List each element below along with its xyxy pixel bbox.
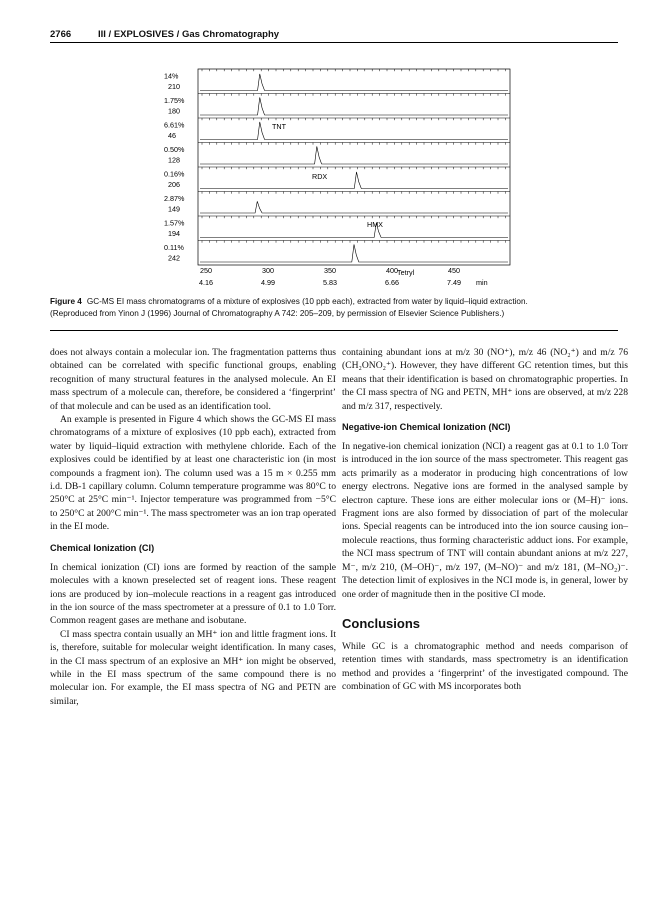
paragraph: containing abundant ions at m/z 30 (NO⁺), m/z 46 (NO₂⁺) and m/z 76 (CH₂ONO₂⁺). However, they have different GC retention times, but this means that their identification is based on chromatographic properties. In the CI mass spectra of NG and PETN, MH⁺ ions are observed, at m/z 228 and m/z 317, respectively. <box>342 347 628 412</box>
figure-caption <box>50 296 618 319</box>
scan-tick-label: 350 <box>324 266 336 275</box>
trace-mz-label: 210 <box>168 82 180 91</box>
trace-percent-label: 1.75% <box>164 96 185 105</box>
trace-line <box>200 244 508 262</box>
trace-line <box>200 146 508 164</box>
peak-label: TNT <box>272 122 286 131</box>
scan-tick-label: 250 <box>200 266 212 275</box>
time-tick-label: 7.49 <box>447 278 461 287</box>
scan-tick-label: 400 <box>386 266 398 275</box>
trace-mz-label: 206 <box>168 180 180 189</box>
running-header <box>50 29 618 43</box>
caption-rule <box>50 330 618 331</box>
trace-mz-label: 149 <box>168 204 180 214</box>
trace-percent-label: 6.61% <box>164 120 185 130</box>
trace-percent-label: 2.87% <box>164 194 185 203</box>
paragraph: While GC is a chromatographic method and needs comparison of retention times with standards, mass spectrometry is an identification method and provides a ‘fingerprint’ of the investigated compound. The combination of GC with MS incorporates both <box>342 640 628 693</box>
trace-line <box>200 201 508 213</box>
left-text-column <box>50 346 336 708</box>
trace-line <box>200 122 508 140</box>
right-text-column <box>342 346 628 694</box>
paragraph: does not always contain a molecular ion. The fragmentation patterns thus obtained can be correlated with specific functional groups, enabling recognition of many structural features in the analysed molecule. An EI mass spectrum of a molecule can, therefore, be considered a ‘fingerprint’ of that molecule and can be used as an identification tool. <box>50 347 336 412</box>
caption-line-1: GC-MS EI mass chromatograms of a mixture of explosives (10 ppb each), extracted from water by liquid–liquid extraction. <box>86 297 528 306</box>
time-unit-label: min <box>476 278 488 287</box>
peak-label: HMX <box>367 220 383 229</box>
trace-line <box>200 74 508 91</box>
trace-percent-label: 1.57% <box>164 218 185 228</box>
figure-4-chromatograms <box>160 64 520 296</box>
trace-mz-label: 242 <box>168 253 180 263</box>
trace-percent-label: 0.16% <box>164 169 185 179</box>
header-rule <box>50 42 618 43</box>
time-tick-label: 4.99 <box>261 278 275 287</box>
trace-percent-label: 0.11% <box>164 243 184 252</box>
scan-tick-label: 450 <box>448 266 460 275</box>
time-tick-label: 6.66 <box>385 278 399 287</box>
trace-mz-label: 194 <box>168 229 180 238</box>
scan-tick-label: 300 <box>262 266 274 275</box>
paragraph: In negative-ion chemical ionization (NCI) a reagent gas at 0.1 to 1.0 Torr is introduced in the ion source of the mass spectrometer. This reagent gas acts primarily as a moderator in producing high concentrations of low energy electrons. Negative ions are formed in the analysed sample by electron capture. These ions are either molecular ions or (M–H)⁻ ions. Fragment ions are also formed by dissociation of part of the molecular ions. Special reagents can be introduced into the ion source causing ion–molecule reactions, thus forming characteristic adduct ions. For example, the NCI mass spectrum of TNT will contain abundant anions at m/z 227, M⁻, m/z 210, (M–OH)⁻, m/z 197, (M–NO)⁻ and m/z 181, (M–NO₂)⁻. The detection limit of explosives in the NCI mode is, in general, lower by one order of magnitude then in the positive CI mode. <box>342 441 628 600</box>
trace-mz-label: 46 <box>168 131 176 140</box>
trace-line <box>200 223 508 238</box>
trace-line <box>200 97 508 115</box>
section-heading: Chemical Ionization (CI) <box>50 542 155 553</box>
trace-percent-label: 0.50% <box>164 145 185 154</box>
caption-line-2: (Reproduced from Yinon J (1996) Journal of Chromatography A 742: 205–209, by permission of Elsevier Science Publishers.) <box>50 308 505 318</box>
page-number: 2766 <box>50 29 72 40</box>
paragraph: An example is presented in Figure 4 which shows the GC-MS EI mass chromatograms of a mixture of explosives (10 ppb each), extracted from water by liquid–liquid extraction with methylene chloride. Each of the explosives could be identified by at least one characteristic ion (in most compounds a fragment ion). The column used was a 15 m × 0.255 mm i.d. DB-1 capillary column. Column temperature programme was 80°C to 250°C at 25°C min⁻¹. Injector temperature was programmed from −5°C to 250°C at 200°C min⁻¹. The mass spectrometer was an ion trap operated in the EI mode. <box>50 414 336 533</box>
paragraph: In chemical ionization (CI) ions are formed by reaction of the sample molecules with a known preselected set of reagent ions. These reagent ions are produced by ion–molecule reactions in a reagent gas introduced in the ion source of the mass spectrometer at a pressure of 0.1 to 1.0 Torr. Common reagent gases are methane and isobutane. <box>50 561 336 627</box>
trace-line <box>200 172 508 189</box>
paragraph: CI mass spectra contain usually an MH⁺ ion and little fragment ions. It is, therefore, suitable for molecular weight identification. In many cases, in the CI mass spectrum of an explosive an MH⁺ ion might be observed, while in the EI mass spectrum of the same compound there is no molecular ion. For example, the EI mass spectra of NG and PETN are similar, <box>50 628 336 707</box>
caption-label: Figure 4 <box>50 297 82 306</box>
time-tick-label: 5.83 <box>323 278 337 287</box>
peak-label: RDX <box>312 172 328 181</box>
section-heading: Negative-ion Chemical Ionization (NCI) <box>342 422 511 433</box>
trace-mz-label: 180 <box>168 106 180 116</box>
running-head-title: III / EXPLOSIVES / Gas Chromatography <box>98 29 280 40</box>
peak-label: Tetryl <box>397 268 415 277</box>
time-tick-label: 4.16 <box>199 278 213 287</box>
trace-percent-label: 14% <box>164 71 179 81</box>
trace-mz-label: 128 <box>168 155 180 165</box>
section-title: Conclusions <box>342 615 421 631</box>
